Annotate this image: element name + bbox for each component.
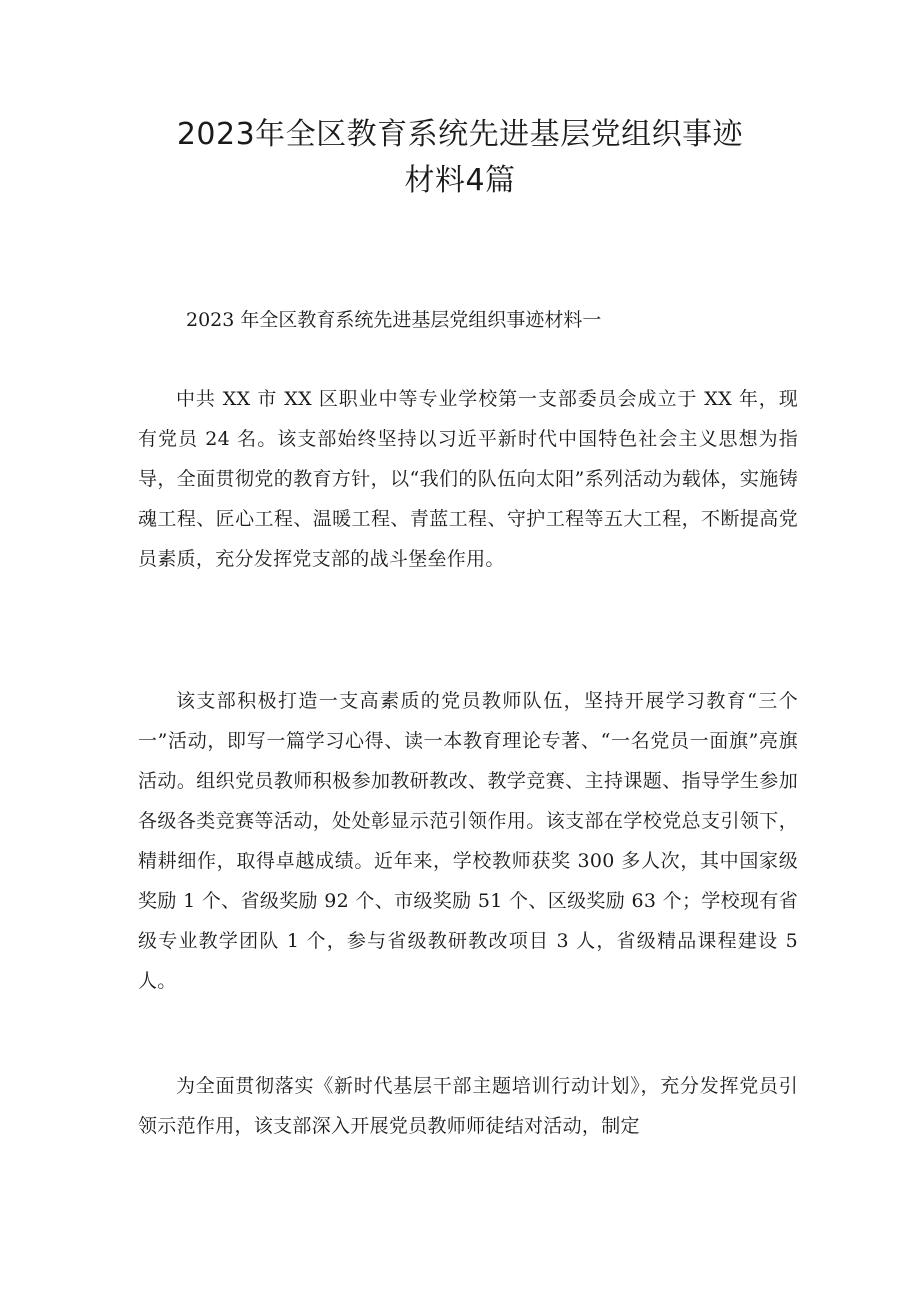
paragraph-2: 该支部积极打造一支高素质的党员教师队伍，坚持开展学习教育“三个一”活动，即写一篇学习心得、读一本教育理论专著、“一名党员一面旗”亮旗活动。组织党员教师积极参加教研教改、教学竞赛、主持课题、指导学生参加各级各类竞赛等活动，处处彰显示范引领作用。该支部在学校党总支引领下，精耕细作，取得卓越成绩。近年来，学校教师获奖 300 多人次，其中国家级奖励 1 个、省级奖励 92 个、市级奖励 51 个、区级奖励 63 个；学校现有省级专业教学团队 1 个，参与省级教研教改项目 3 人，省级精品课程建设 5 人。 (138, 690, 798, 992)
document-title-line-1: 2023年全区教育系统先进基层党组织事迹 (176, 117, 744, 152)
paragraph-1: 中共 XX 市 XX 区职业中等专业学校第一支部委员会成立于 XX 年，现有党员 24 名。该支部始终坚持以习近平新时代中国特色社会主义思想为指导，全面贯彻党的教育方针，以“我们的队伍向太阳”系列活动为载体，实施铸魂工程、匠心工程、温暖工程、青蓝工程、守护工程等五大工程，不断提高党员素质，充分发挥党支部的战斗堡垒作用。 (138, 388, 798, 570)
document-title-line-2: 材料4篇 (404, 163, 516, 198)
paragraph-3: 为全面贯彻落实《新时代基层干部主题培训行动计划》，充分发挥党员引领示范作用，该支部深入开展党员教师师徒结对活动，制定 (138, 1075, 798, 1137)
section-heading: 2023 年全区教育系统先进基层党组织事迹材料一 (186, 309, 602, 331)
document-title (100, 112, 820, 204)
